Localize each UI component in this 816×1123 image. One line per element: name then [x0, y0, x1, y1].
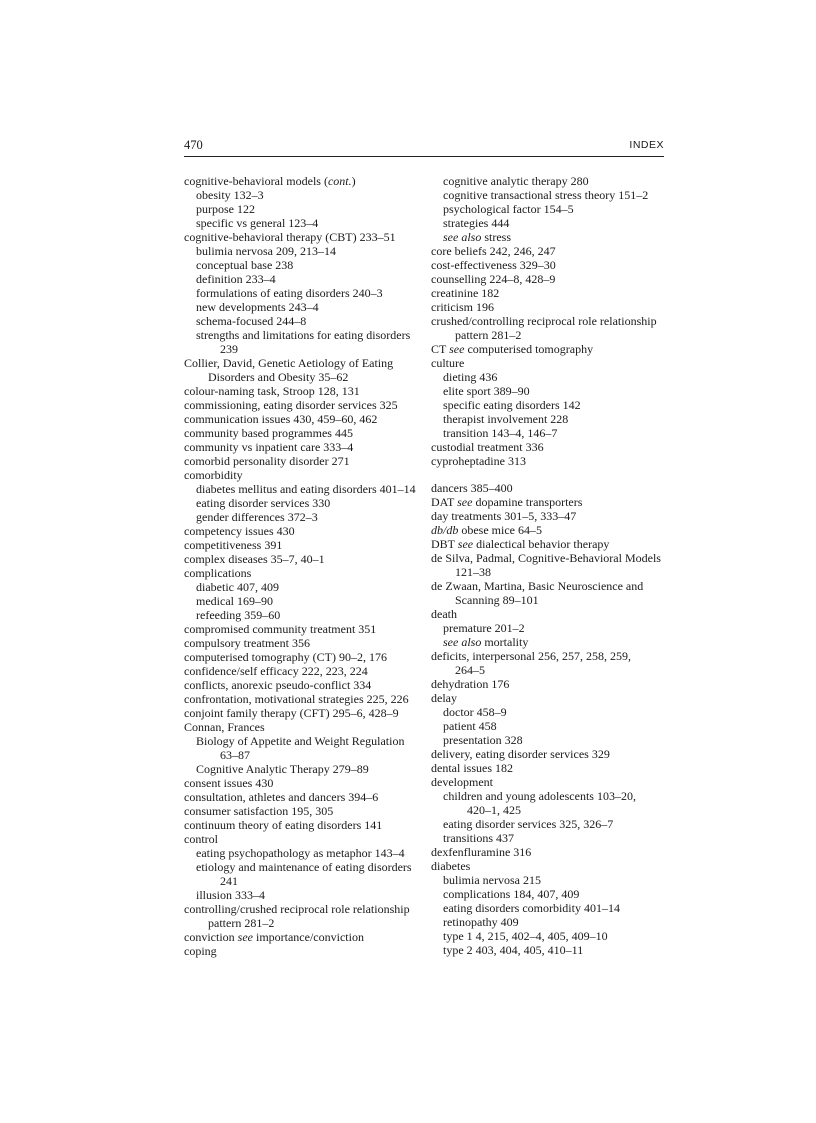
index-entry: continuum theory of eating disorders 141 [184, 818, 383, 832]
index-entry: 264–5 [455, 663, 485, 677]
index-entry: dieting 436 [443, 370, 498, 384]
running-head: INDEX [629, 139, 664, 151]
index-entry: diabetic 407, 409 [196, 580, 279, 594]
index-entry: deficits, interpersonal 256, 257, 258, 259, [431, 649, 631, 663]
index-entry: culture [431, 356, 465, 370]
entry-italic-text: see [449, 342, 465, 356]
index-entry: communication issues 430, 459–60, 462 [184, 412, 378, 426]
index-entry: purpose 122 [196, 202, 255, 216]
index-entry: eating disorder services 325, 326–7 [443, 817, 614, 831]
index-entry: delivery, eating disorder services 329 [431, 747, 610, 761]
index-entry: competency issues 430 [184, 524, 295, 538]
index-entry: Collier, David, Genetic Aetiology of Eating [184, 356, 394, 370]
index-entry: Biology of Appetite and Weight Regulation [196, 734, 405, 748]
index-entry: consumer satisfaction 195, 305 [184, 804, 334, 818]
index-entry: coping [184, 944, 217, 958]
index-entry: compulsory treatment 356 [184, 636, 310, 650]
index-entry: community vs inpatient care 333–4 [184, 440, 354, 454]
index-entry: psychological factor 154–5 [443, 202, 574, 216]
index-entry: eating disorder services 330 [196, 496, 331, 510]
index-entry: dental issues 182 [431, 761, 513, 775]
index-entry [184, 930, 420, 944]
index-entry: pattern 281–2 [208, 916, 275, 930]
entry-italic-text: see also [443, 230, 482, 244]
index-entry: comorbid personality disorder 271 [184, 454, 350, 468]
index-entry: diabetes [431, 859, 471, 873]
index-entry: colour-naming task, Stroop 128, 131 [184, 384, 360, 398]
index-entry: pattern 281–2 [455, 328, 522, 342]
index-entry: complications 184, 407, 409 [443, 887, 580, 901]
entry-text: mortality [481, 635, 529, 649]
index-entry: presentation 328 [443, 733, 523, 747]
entry-text: dopamine transporters [472, 495, 583, 509]
index-entry: 63–87 [220, 748, 250, 762]
index-entry: bulimia nervosa 215 [443, 873, 541, 887]
index-entry: comorbidity [184, 468, 243, 482]
entry-text: cognitive-behavioral models ( [184, 174, 328, 188]
entry-italic-text: db/db [431, 523, 459, 537]
index-entry [431, 495, 671, 509]
index-entry: medical 169–90 [196, 594, 273, 608]
index-entry: eating psychopathology as metaphor 143–4 [196, 846, 405, 860]
index-entry: strategies 444 [443, 216, 510, 230]
index-entry: cognitive-behavioral therapy (CBT) 233–51 [184, 230, 396, 244]
entry-text: dialectical behavior therapy [473, 537, 610, 551]
index-entry [431, 537, 671, 551]
index-entry: de Silva, Padmal, Cognitive-Behavioral Models [431, 551, 661, 565]
index-entry: consultation, athletes and dancers 394–6 [184, 790, 379, 804]
index-column-left [184, 174, 420, 958]
index-entry: etiology and maintenance of eating disorders [196, 860, 412, 874]
entry-italic-text: see [457, 537, 474, 551]
index-entry: cyproheptadine 313 [431, 454, 526, 468]
index-entry: illusion 333–4 [196, 888, 266, 902]
entry-text: stress [481, 230, 511, 244]
index-entry: type 1 4, 215, 402–4, 405, 409–10 [443, 929, 608, 943]
index-entry: day treatments 301–5, 333–47 [431, 509, 577, 523]
index-entry: Disorders and Obesity 35–62 [208, 370, 349, 384]
letter-group-gap [431, 468, 671, 481]
index-entry: gender differences 372–3 [196, 510, 318, 524]
index-entry: competitiveness 391 [184, 538, 283, 552]
index-entry: bulimia nervosa 209, 213–14 [196, 244, 336, 258]
index-entry: 420–1, 425 [467, 803, 521, 817]
entry-italic-text: see also [443, 635, 482, 649]
index-entry: children and young adolescents 103–20, [443, 789, 636, 803]
entry-italic-text: cont. [327, 174, 352, 188]
index-entry: cognitive transactional stress theory 151–2 [443, 188, 649, 202]
index-entry: counselling 224–8, 428–9 [431, 272, 556, 286]
entry-text: DAT [431, 495, 458, 509]
index-entry [431, 230, 671, 244]
index-entry: elite sport 389–90 [443, 384, 530, 398]
index-entry: control [184, 832, 218, 846]
index-entry: core beliefs 242, 246, 247 [431, 244, 556, 258]
index-entry: transitions 437 [443, 831, 514, 845]
index-entry: retinopathy 409 [443, 915, 519, 929]
index-entry: patient 458 [443, 719, 497, 733]
index-entry: schema-focused 244–8 [196, 314, 307, 328]
index-entry [431, 635, 671, 649]
index-entry: development [431, 775, 493, 789]
index-entry: obesity 132–3 [196, 188, 264, 202]
index-entry: Cognitive Analytic Therapy 279–89 [196, 762, 369, 776]
index-entry: transition 143–4, 146–7 [443, 426, 558, 440]
index-entry: custodial treatment 336 [431, 440, 544, 454]
index-entry: conjoint family therapy (CFT) 295–6, 428–9 [184, 706, 399, 720]
page-header [184, 138, 664, 156]
index-entry: type 2 403, 404, 405, 410–11 [443, 943, 584, 957]
index-entry [431, 342, 671, 356]
index-entry: confidence/self efficacy 222, 223, 224 [184, 664, 368, 678]
index-entry: commissioning, eating disorder services 325 [184, 398, 398, 412]
index-entry: crushed/controlling reciprocal role relationship [431, 314, 657, 328]
index-entry: computerised tomography (CT) 90–2, 176 [184, 650, 387, 664]
page-number: 470 [184, 138, 203, 152]
index-entry: death [431, 607, 457, 621]
index-entry [184, 174, 420, 188]
index-entry: specific vs general 123–4 [196, 216, 319, 230]
index-entry: cognitive analytic therapy 280 [443, 174, 589, 188]
index-entry: confrontation, motivational strategies 225, 226 [184, 692, 409, 706]
index-entry: criticism 196 [431, 300, 494, 314]
index-entry: community based programmes 445 [184, 426, 353, 440]
entry-text: conviction [184, 930, 238, 944]
entry-text: importance/conviction [252, 930, 364, 944]
index-entry: premature 201–2 [443, 621, 525, 635]
index-entry: delay [431, 691, 457, 705]
index-entry: specific eating disorders 142 [443, 398, 581, 412]
index-entry: eating disorders comorbidity 401–14 [443, 901, 620, 915]
entry-italic-text: see [237, 930, 253, 944]
index-entry: creatinine 182 [431, 286, 500, 300]
index-entry: diabetes mellitus and eating disorders 401–14 [196, 482, 416, 496]
index-entry: Connan, Frances [184, 720, 265, 734]
index-entry: cost-effectiveness 329–30 [431, 258, 556, 272]
header-rule [184, 156, 664, 157]
index-entry: 241 [220, 874, 238, 888]
index-entry: formulations of eating disorders 240–3 [196, 286, 383, 300]
index-entry: de Zwaan, Martina, Basic Neuroscience and [431, 579, 644, 593]
entry-italic-text: see [457, 495, 473, 509]
entry-text: computerised tomography [464, 342, 594, 356]
index-entry: strengths and limitations for eating disorders [196, 328, 411, 342]
index-entry: dehydration 176 [431, 677, 510, 691]
index-entry: conflicts, anorexic pseudo-conflict 334 [184, 678, 372, 692]
entry-text: obese mice 64–5 [458, 523, 542, 537]
index-entry: doctor 458–9 [443, 705, 507, 719]
index-entry: new developments 243–4 [196, 300, 319, 314]
entry-text: ) [351, 174, 356, 188]
index-entry: conceptual base 238 [196, 258, 294, 272]
index-entry: therapist involvement 228 [443, 412, 569, 426]
index-entry [431, 523, 671, 537]
entry-text: CT [431, 342, 450, 356]
entry-text: DBT [431, 537, 458, 551]
index-entry: 121–38 [455, 565, 491, 579]
index-entry: Scanning 89–101 [455, 593, 539, 607]
index-entry: definition 233–4 [196, 272, 276, 286]
index-entry: consent issues 430 [184, 776, 274, 790]
index-entry: dancers 385–400 [431, 481, 513, 495]
index-entry: 239 [220, 342, 238, 356]
index-entry: complex diseases 35–7, 40–1 [184, 552, 325, 566]
index-entry: controlling/crushed reciprocal role relationship [184, 902, 410, 916]
index-entry: refeeding 359–60 [196, 608, 281, 622]
index-column-right [431, 174, 671, 957]
index-entry: dexfenfluramine 316 [431, 845, 532, 859]
index-entry: complications [184, 566, 252, 580]
index-entry: compromised community treatment 351 [184, 622, 377, 636]
